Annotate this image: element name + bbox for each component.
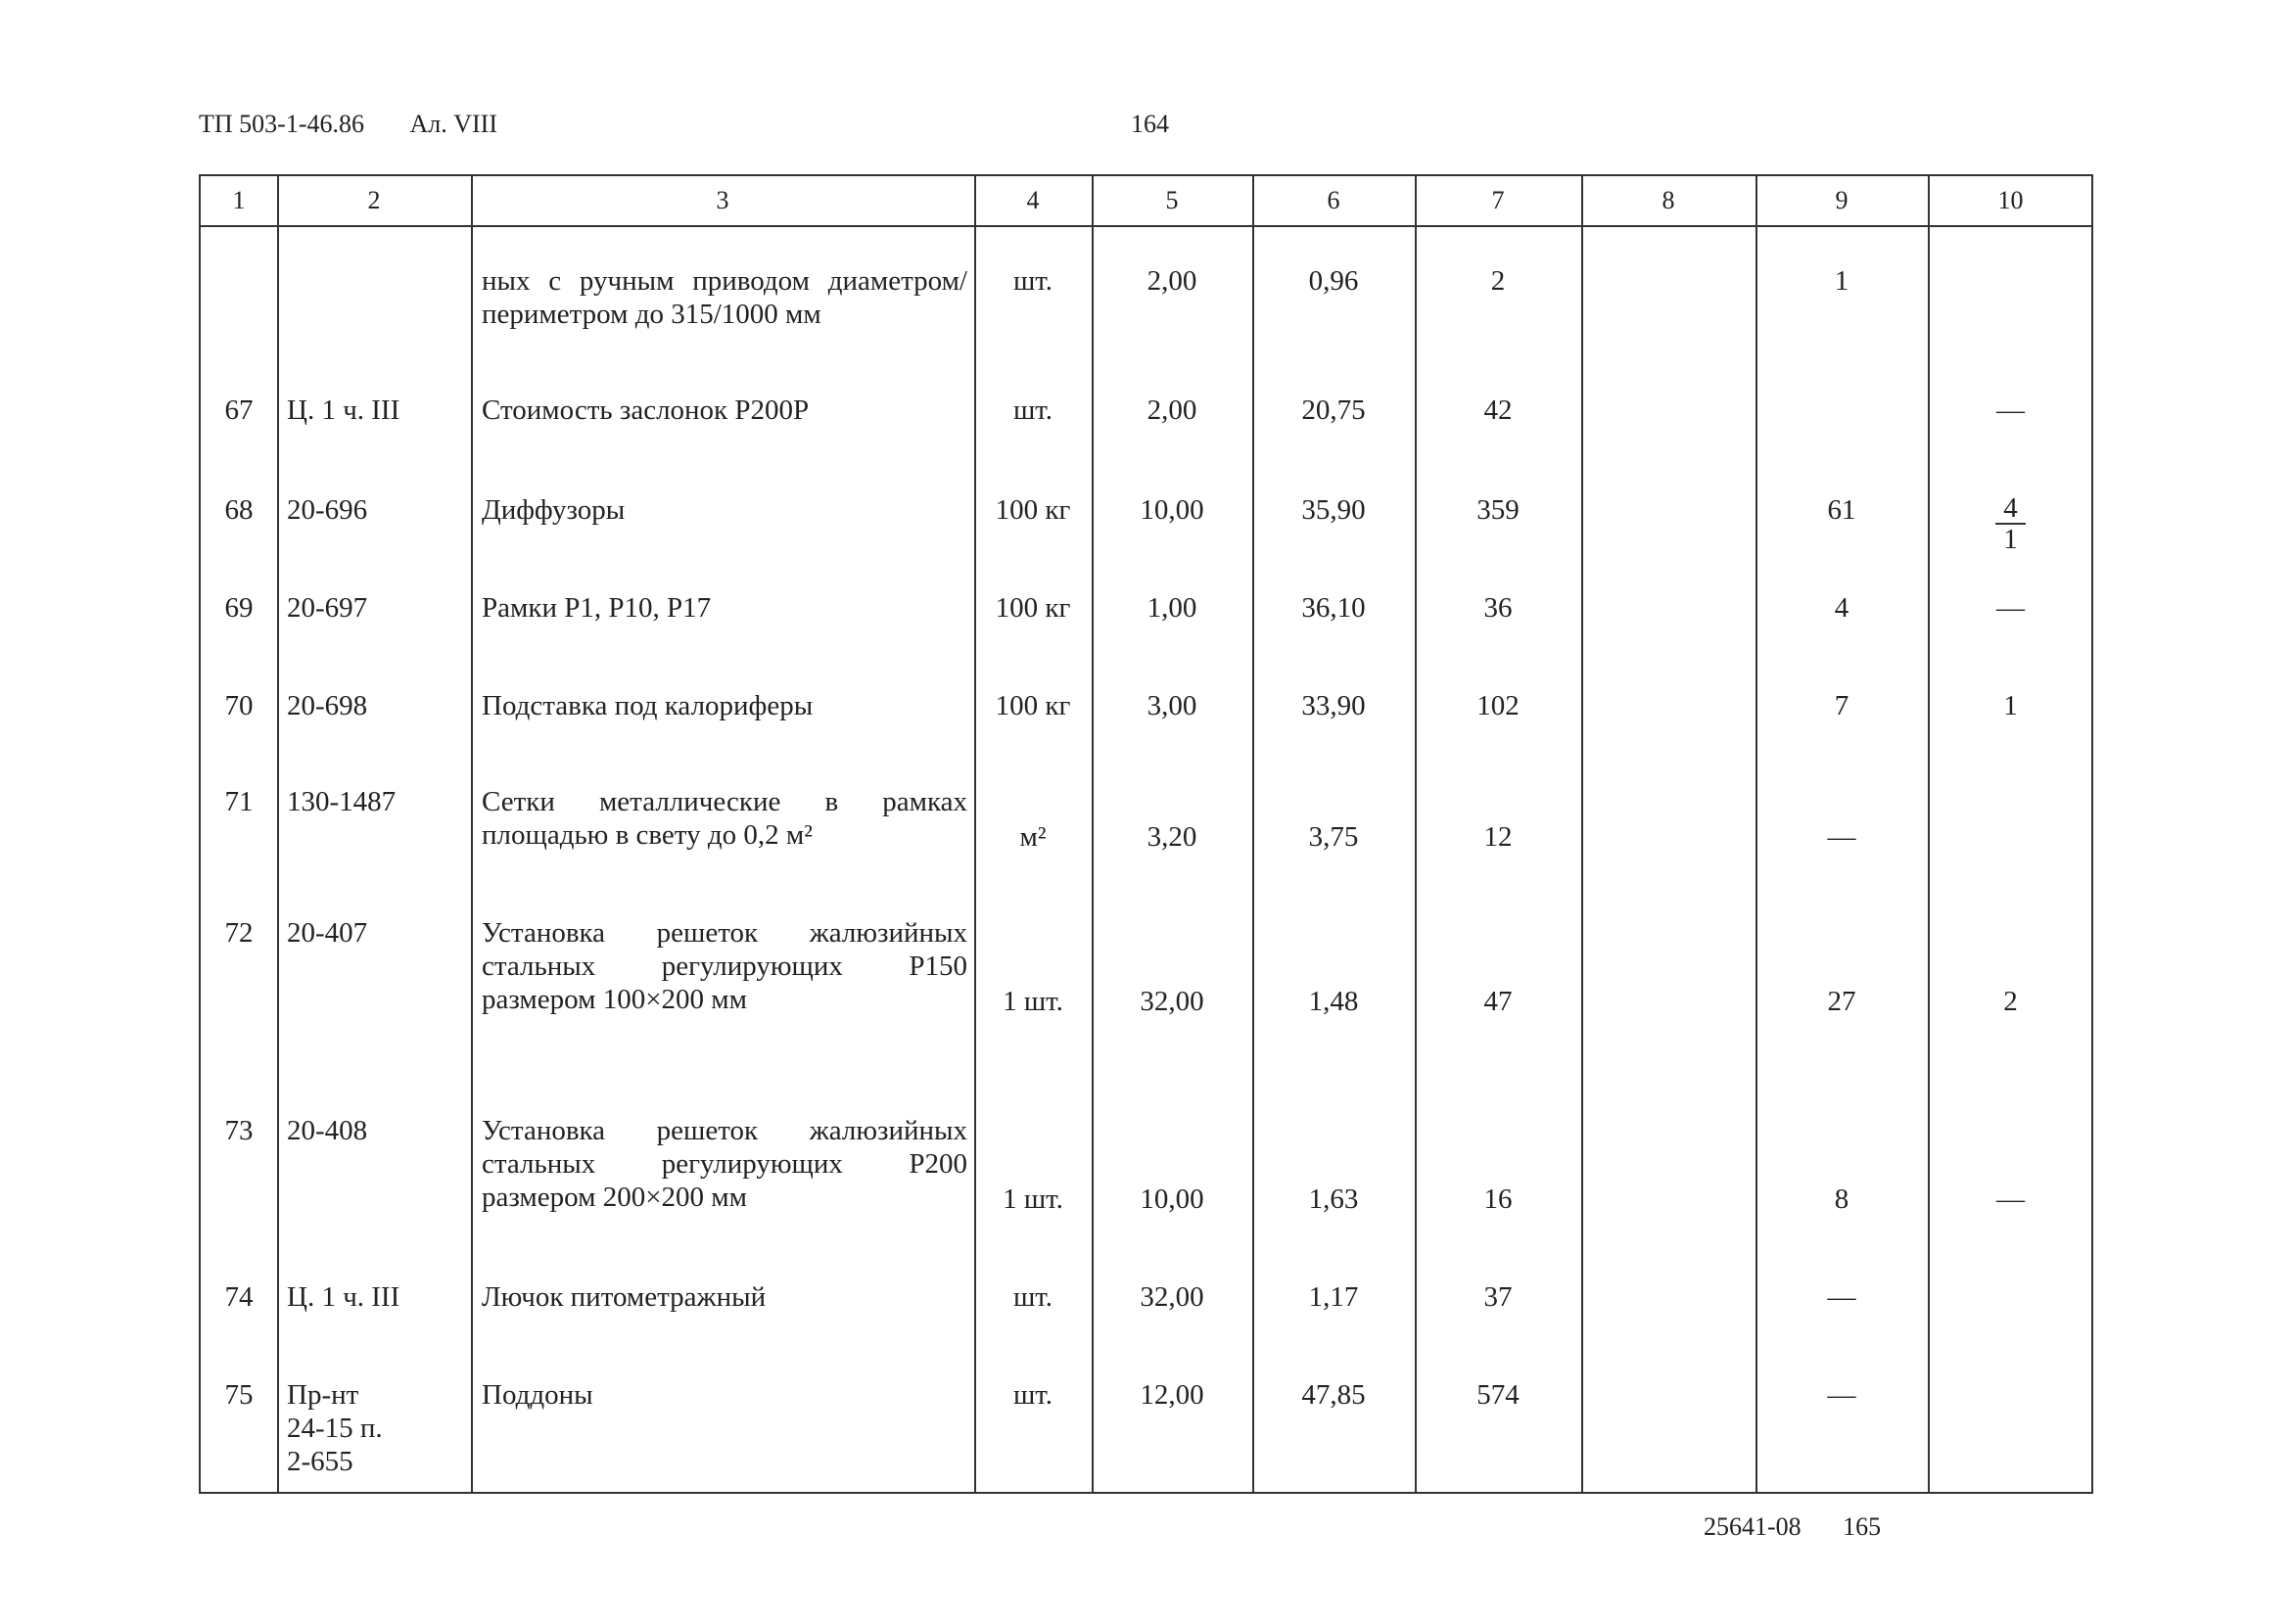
fraction-numerator: 4 — [1995, 493, 2026, 525]
row-col9: 61 — [1827, 494, 1856, 526]
row-col9: 1 — [1834, 265, 1849, 297]
row-quantity: 32,00 — [1140, 1281, 1204, 1313]
page-number: 164 — [1131, 110, 1169, 138]
row-number: 73 — [224, 1115, 254, 1146]
row-total: 102 — [1476, 690, 1520, 721]
row-unit-price: 3,75 — [1308, 821, 1359, 853]
column-header: 8 — [1661, 186, 1675, 214]
row-description: ных с ручным приводом диаметром/ периметром до 315/1000 мм — [482, 265, 967, 330]
row-number: 74 — [224, 1281, 254, 1313]
row-unit-price: 35,90 — [1301, 494, 1366, 526]
column-header: 4 — [1026, 186, 1040, 214]
row-description: Рамки Р1, Р10, Р17 — [482, 592, 712, 624]
row-unit-price: 0,96 — [1308, 265, 1359, 297]
column-header: 6 — [1327, 186, 1340, 214]
row-description: Стоимость заслонок Р200Р — [482, 394, 810, 426]
footer-doc-id: 25641-08 — [1704, 1512, 1802, 1541]
row-code: 130-1487 — [287, 786, 397, 817]
row-quantity: 2,00 — [1146, 394, 1197, 426]
document-footer — [1704, 1512, 1881, 1542]
row-quantity: 32,00 — [1140, 986, 1204, 1017]
row-unit: 100 кг — [995, 494, 1071, 526]
row-col9: 7 — [1834, 690, 1849, 721]
row-quantity: 10,00 — [1140, 494, 1204, 526]
row-unit: м² — [1019, 821, 1047, 853]
column-header: 9 — [1835, 186, 1848, 214]
row-unit: шт. — [1012, 1281, 1053, 1313]
column-divider — [1928, 176, 1930, 1492]
row-quantity: 12,00 — [1140, 1379, 1204, 1411]
row-quantity: 2,00 — [1146, 265, 1197, 297]
fraction-denominator: 1 — [2003, 524, 2018, 555]
column-header: 10 — [1997, 186, 2024, 214]
row-number: 68 — [224, 494, 254, 526]
row-unit: 100 кг — [995, 690, 1071, 721]
row-description: Лючок питометражный — [482, 1281, 767, 1313]
row-description: Диффузоры — [482, 494, 626, 526]
row-code: Ц. 1 ч. III — [287, 394, 400, 426]
row-unit: 1 шт. — [1003, 986, 1063, 1017]
row-unit-price: 1,17 — [1308, 1281, 1359, 1313]
row-code: 20-696 — [287, 494, 368, 526]
column-header: 1 — [232, 186, 246, 214]
row-unit: 1 шт. — [1003, 1183, 1063, 1215]
row-total: 37 — [1483, 1281, 1513, 1313]
row-description: Сетки металлические в рамках площадью в свету до 0,2 м² — [482, 786, 967, 851]
column-header: 2 — [367, 186, 381, 214]
column-divider — [277, 176, 279, 1492]
album-label: Ал. VIII — [409, 110, 497, 138]
column-divider — [1581, 176, 1583, 1492]
row-col10: — — [1996, 394, 2025, 426]
row-col10: — — [1996, 592, 2025, 624]
row-unit: шт. — [1012, 265, 1053, 297]
row-code: Ц. 1 ч. III — [287, 1281, 400, 1313]
row-unit-price: 33,90 — [1301, 690, 1366, 721]
row-code: 20-698 — [287, 690, 368, 721]
row-total: 359 — [1476, 494, 1520, 526]
row-code: 20-408 — [287, 1115, 368, 1146]
row-total: 16 — [1483, 1183, 1513, 1215]
column-header: 5 — [1165, 186, 1179, 214]
row-total: 47 — [1483, 986, 1513, 1017]
row-quantity: 3,00 — [1146, 690, 1197, 721]
column-divider — [471, 176, 473, 1492]
column-header: 7 — [1491, 186, 1505, 214]
document-header — [199, 110, 497, 139]
row-number: 70 — [224, 690, 254, 721]
column-header: 3 — [716, 186, 729, 214]
row-description: Установка решеток жалюзийных стальных регулирующих Р200 размером 200×200 мм — [482, 1115, 967, 1213]
row-col10: 2 — [2003, 986, 2018, 1017]
estimate-table — [199, 174, 2093, 1494]
row-col10: 1 — [2003, 690, 2018, 721]
row-number: 71 — [224, 786, 254, 817]
row-unit: 100 кг — [995, 592, 1071, 624]
row-description: Установка решеток жалюзийных стальных регулирующих Р150 размером 100×200 мм — [482, 917, 967, 1015]
footer-page-number: 165 — [1843, 1512, 1882, 1541]
row-quantity: 10,00 — [1140, 1183, 1204, 1215]
row-code: 20-407 — [287, 917, 368, 949]
row-unit-price: 20,75 — [1301, 394, 1366, 426]
row-col9: 27 — [1827, 986, 1856, 1017]
doc-code: ТП 503-1-46.86 — [199, 110, 364, 138]
row-number: 72 — [224, 917, 254, 949]
row-code: Пр-нт 24-15 п. 2-655 — [287, 1379, 383, 1477]
row-number: 75 — [224, 1379, 254, 1411]
row-total: 2 — [1490, 265, 1506, 297]
row-col9: 4 — [1834, 592, 1849, 624]
row-col10 — [1928, 493, 2093, 556]
row-description: Поддоны — [482, 1379, 593, 1411]
row-col9: — — [1827, 821, 1856, 853]
row-unit: шт. — [1012, 394, 1053, 426]
row-quantity: 3,20 — [1146, 821, 1197, 853]
row-col9: — — [1827, 1379, 1856, 1411]
row-col10: — — [1996, 1183, 2025, 1215]
row-total: 12 — [1483, 821, 1513, 853]
row-unit: шт. — [1012, 1379, 1053, 1411]
row-total: 36 — [1483, 592, 1513, 624]
row-total: 42 — [1483, 394, 1513, 426]
row-description: Подставка под калориферы — [482, 690, 814, 721]
header-divider — [201, 225, 2091, 227]
row-unit-price: 1,48 — [1308, 986, 1359, 1017]
row-unit-price: 47,85 — [1301, 1379, 1366, 1411]
row-unit-price: 36,10 — [1301, 592, 1366, 624]
row-quantity: 1,00 — [1146, 592, 1197, 624]
row-number: 67 — [224, 394, 254, 426]
fraction — [1995, 493, 2026, 554]
row-col9: — — [1827, 1281, 1856, 1313]
row-unit-price: 1,63 — [1308, 1183, 1359, 1215]
row-number: 69 — [224, 592, 254, 624]
row-code: 20-697 — [287, 592, 368, 624]
row-col9: 8 — [1834, 1183, 1849, 1215]
row-total: 574 — [1476, 1379, 1520, 1411]
